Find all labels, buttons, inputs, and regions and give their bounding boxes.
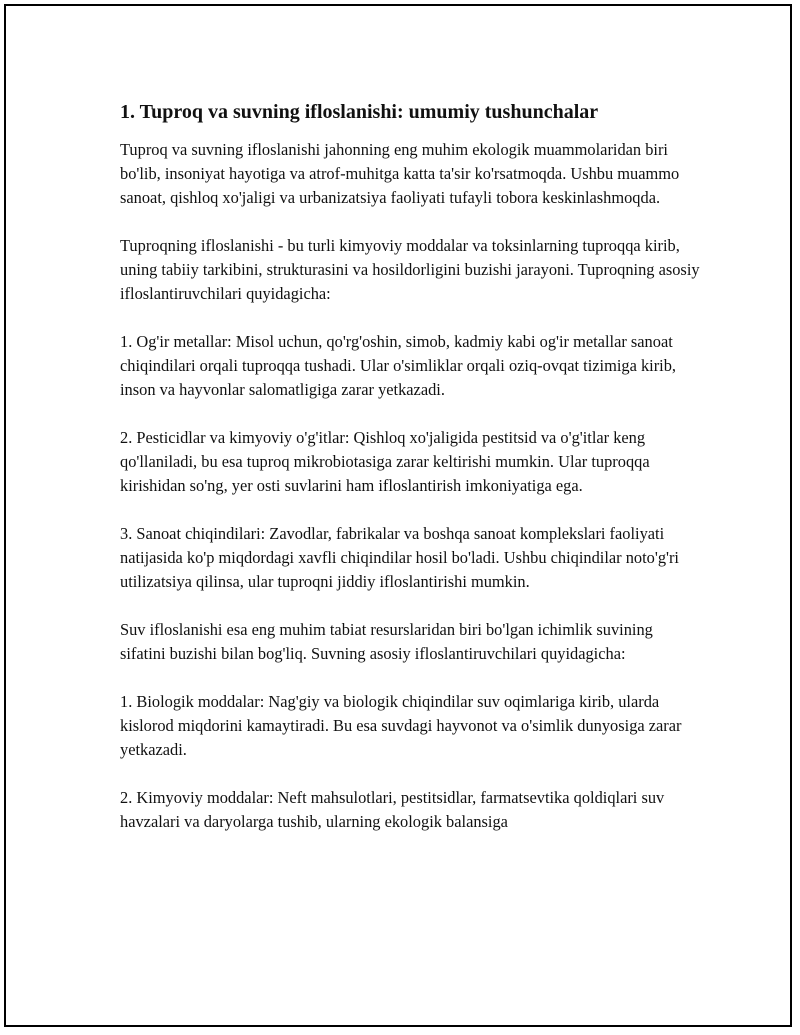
paragraph-water-pollution: Suv ifloslanishi esa eng muhim tabiat resurslaridan biri bo'lgan ichimlik suvining sifatini buzishi bilan bog'liq. Suvning asosiy ifloslantiruvchilari quyidagicha:: [120, 620, 653, 663]
paragraph-soil-pollution: Tuproqning ifloslanishi - bu turli kimyoviy moddalar va toksinlarning tuproqqa kirib, uning tabiiy tarkibini, strukturasini va hosildorligini buzishi jarayoni. Tuproqning asosiy ifloslantiruvchilari quyidagicha:: [120, 236, 700, 303]
paragraph-heavy-metals: 1. Og'ir metallar: Misol uchun, qo'rg'oshin, simob, kadmiy kabi og'ir metallar sanoat chiqindilari orqali tuproqqa tushadi. Ular o'simliklar orqali oziq-ovqat tizimiga kirib, inson va hayvonlar salomatligiga zarar yetkazadi.: [120, 332, 677, 399]
paragraph-biological-substances: 1. Biologik moddalar: Nag'giy va biologik chiqindilar suv oqimlariga kirib, ularda kislorod miqdorini kamaytiradi. Bu esa suvdagi hayvonot va o'simlik dunyosiga zarar yetkazadi.: [120, 692, 682, 759]
page-frame: [4, 4, 792, 1027]
paragraph-intro: Tuproq va suvning ifloslanishi jahonning eng muhim ekologik muammolaridan biri bo'lib, insoniyat hayotiga va atrof-muhitga katta ta'sir ko'rsatmoqda. Ushbu muammo sanoat, qishloq xo'jaligi va urbanizatsiya faoliyati tufayli tobora keskinlashmoqda.: [120, 140, 680, 207]
paragraph-industrial-waste: 3. Sanoat chiqindilari: Zavodlar, fabrikalar va boshqa sanoat komplekslari faoliyati natijasida ko'p miqdordagi xavfli chiqindilar hosil bo'ladi. Ushbu chiqindilar noto'g'ri utilizatsiya qilinsa, ular tuproqni jiddiy ifloslantirishi mumkin.: [120, 524, 679, 591]
paragraph-chemical-substances: 2. Kimyoviy moddalar: Neft mahsulotlari, pestitsidlar, farmatsevtika qoldiqlari suv havzalari va daryolarga tushib, ularning ekologik balansiga: [120, 788, 665, 831]
document-body: [120, 98, 700, 858]
section-heading: 1. Tuproq va suvning ifloslanishi: umumiy tushunchalar: [120, 101, 599, 123]
paragraph-pesticides: 2. Pesticidlar va kimyoviy o'g'itlar: Qishloq xo'jaligida pestitsid va o'g'itlar keng qo'llaniladi, bu esa tuproq mikrobiotasiga zarar keltirishi mumkin. Ular tuproqqa kirishidan so'ng, yer osti suvlarini ham ifloslantirish imkoniyatiga ega.: [120, 428, 650, 495]
